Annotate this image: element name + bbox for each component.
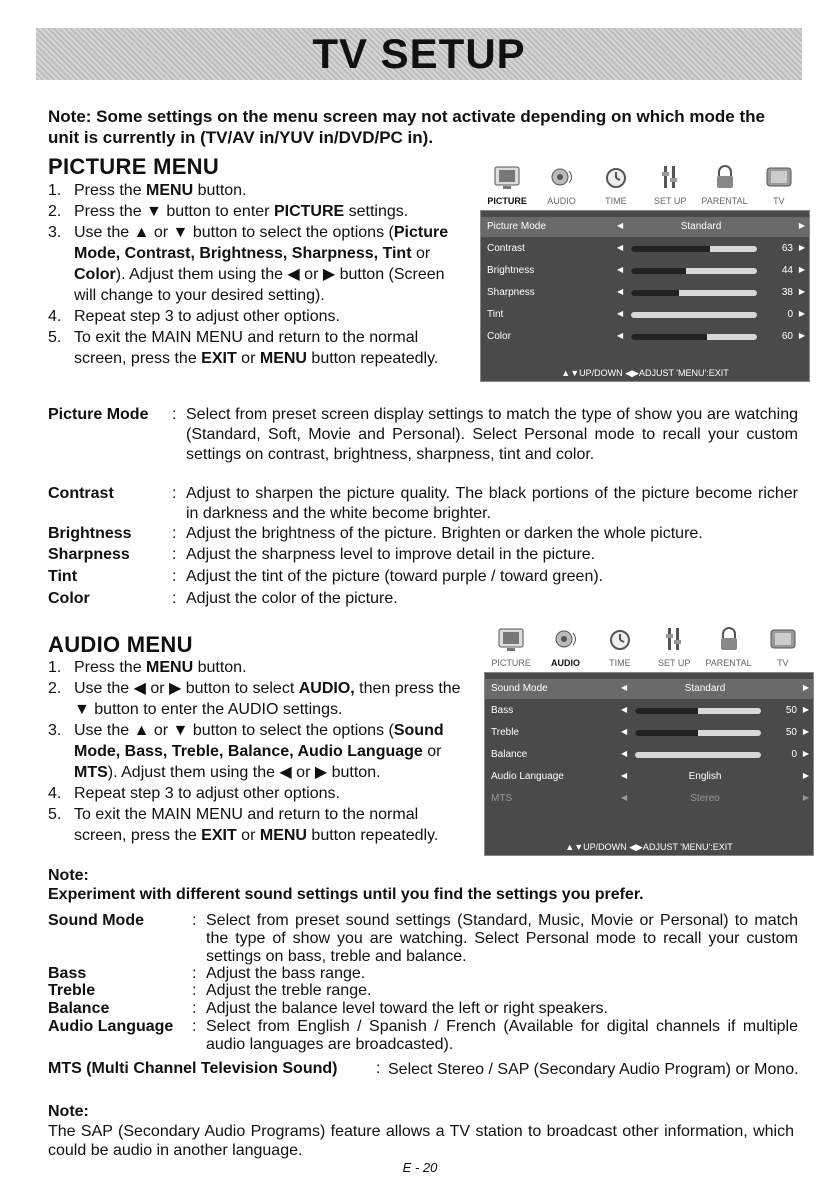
definition-term: Treble [48, 982, 96, 999]
left-arrow-icon: ◀ [617, 331, 624, 340]
level-bar [635, 730, 761, 736]
level-bar [631, 246, 757, 252]
menu-footer-hints: ▲▼UP/DOWN ◀▶ADJUST 'MENU':EXIT [565, 842, 733, 852]
step-number: 2. [48, 680, 62, 697]
definition-text: Select from preset screen display settings to match the type of show you are watching (Standard, Soft, Movie and Personal). Select Personal mode to recall your custom settings on contrast, brightness, sharpness, tint and color. [186, 406, 798, 463]
menu-row-label: Tint [487, 309, 504, 320]
step-text: Use the ▲ or ▼ button to select the options (Picture Mode, Contrast, Brightness, Sharpness, Tint or Color). Adjust them using the ◀ or ▶ button (Screen will change to your desired setting). [74, 224, 449, 304]
menu-row-label: Audio Language [491, 771, 564, 782]
step-item [48, 783, 464, 804]
menu-panel [480, 210, 810, 382]
menu-tab-label: AUDIO [547, 196, 576, 206]
left-arrow-icon: ◀ [621, 771, 628, 780]
level-value: 60 [781, 331, 793, 342]
step-text: To exit the MAIN MENU and return to the normal screen, press the EXIT or MENU button repeatedly. [74, 806, 439, 844]
menu-row-label: Bass [491, 705, 514, 716]
audio-icon [551, 624, 581, 654]
menu-row [481, 217, 809, 237]
step-item [48, 720, 464, 783]
audio-steps [48, 657, 464, 846]
menu-row-label: Balance [491, 749, 528, 760]
menu-tab-label: PARENTAL [701, 196, 748, 206]
level-bar [631, 290, 757, 296]
menu-tab-label: SET UP [653, 196, 687, 206]
menu-row-label: Brightness [487, 265, 535, 276]
level-value: 63 [781, 243, 793, 254]
menu-panel [484, 672, 814, 856]
definition-text: Adjust the tint of the picture (toward purple / toward green). [186, 568, 604, 585]
menu-tab-label: AUDIO [551, 658, 580, 668]
right-arrow-icon: ▶ [798, 243, 805, 252]
right-arrow-icon: ▶ [802, 793, 809, 802]
definition-term: Color [48, 590, 90, 607]
definition-term: Sound Mode [48, 912, 144, 929]
menu-row-label: Picture Mode [487, 221, 546, 232]
step-text: Use the ▲ or ▼ button to select the options (Sound Mode, Bass, Treble, Balance, Audio Language or MTS). Adjust them using the ◀ or ▶ button. [74, 722, 444, 781]
level-bar-fill [635, 708, 698, 714]
menu-tab-label: TIME [605, 196, 627, 206]
menu-row-label: Treble [491, 727, 519, 738]
audio-menu-screen [484, 622, 812, 856]
step-item [48, 201, 464, 222]
definition-colon: : [172, 406, 177, 423]
level-bar-fill [631, 268, 686, 274]
step-item [48, 804, 464, 846]
step-item [48, 678, 464, 720]
menu-tab-label: TV [777, 658, 789, 668]
step-number: 5. [48, 806, 62, 823]
left-arrow-icon: ◀ [617, 243, 624, 252]
level-bar-fill [631, 290, 679, 296]
definition-colon: : [192, 982, 197, 999]
right-arrow-icon: ▶ [798, 287, 805, 296]
mts-text: Select Stereo / SAP (Secondary Audio Program) or Mono. [388, 1061, 799, 1078]
option-value: Stereo [690, 793, 720, 804]
mts-colon: : [376, 1060, 381, 1077]
menu-row-label: Sharpness [487, 287, 535, 298]
definition-term: Balance [48, 1000, 110, 1017]
level-bar [635, 752, 761, 758]
picture-menu-heading: PICTURE MENU [48, 154, 220, 179]
level-bar [631, 268, 757, 274]
left-arrow-icon: ◀ [621, 793, 628, 802]
option-value: English [688, 771, 722, 782]
menu-tab-label: PICTURE [491, 658, 531, 668]
definition-text: Adjust the treble range. [206, 982, 372, 999]
step-text: Press the MENU button. [74, 182, 247, 199]
definition-term: Sharpness [48, 546, 130, 563]
definition-text: Adjust the bass range. [206, 965, 366, 982]
definition-text: Adjust the balance level toward the left or right speakers. [206, 1000, 608, 1017]
menu-tab-label: PICTURE [487, 196, 527, 206]
step-number: 5. [48, 329, 62, 346]
left-arrow-icon: ◀ [621, 727, 628, 736]
level-bar [631, 334, 757, 340]
step-number: 1. [48, 182, 62, 199]
menu-row-label: Color [487, 331, 511, 342]
parental-lock-icon [714, 624, 744, 654]
step-number: 1. [48, 659, 62, 676]
step-number: 3. [48, 224, 62, 241]
right-arrow-icon: ▶ [802, 705, 809, 714]
option-value: Standard [684, 683, 726, 694]
audio-note-label: Note: [48, 867, 89, 884]
time-icon [601, 162, 631, 192]
menu-row [485, 745, 813, 765]
definition-colon: : [172, 525, 177, 542]
definition-colon: : [192, 965, 197, 982]
step-number: 2. [48, 203, 62, 220]
level-bar-fill [631, 334, 707, 340]
right-arrow-icon: ▶ [798, 331, 805, 340]
menu-row-label: MTS [491, 793, 513, 804]
menu-row [485, 701, 813, 721]
step-item [48, 222, 464, 306]
step-text: Use the ◀ or ▶ button to select AUDIO, then press the ▼ button to enter the AUDIO settings. [74, 680, 461, 718]
definition-text: Select from English / Spanish / French (Available for digital channels if multiple audio languages are broadcasted). [206, 1018, 798, 1053]
level-bar [631, 312, 757, 318]
level-bar-fill [631, 246, 710, 252]
definition-term: Brightness [48, 525, 132, 542]
sap-note-label: Note: [48, 1103, 89, 1120]
picture-steps [48, 180, 464, 369]
level-bar [635, 708, 761, 714]
menu-tab-label: TV [773, 196, 785, 206]
step-number: 3. [48, 722, 62, 739]
picture-icon [496, 624, 526, 654]
right-arrow-icon: ▶ [802, 749, 809, 758]
step-text: Repeat step 3 to adjust other options. [74, 785, 340, 802]
step-number: 4. [48, 785, 62, 802]
step-item [48, 180, 464, 201]
level-bar-fill [635, 730, 698, 736]
definition-colon: : [192, 912, 197, 929]
step-text: Press the MENU button. [74, 659, 247, 676]
right-arrow-icon: ▶ [802, 727, 809, 736]
left-arrow-icon: ◀ [621, 749, 628, 758]
audio-note-text: Experiment with different sound settings until you find the settings you prefer. [48, 886, 644, 903]
definition-term: Bass [48, 965, 87, 982]
menu-row [481, 327, 809, 347]
step-number: 4. [48, 308, 62, 325]
right-arrow-icon: ▶ [798, 309, 805, 318]
definition-term: Audio Language [48, 1018, 174, 1035]
definition-text: Adjust the sharpness level to improve detail in the picture. [186, 546, 596, 563]
step-text: To exit the MAIN MENU and return to the normal screen, press the EXIT or MENU button repeatedly. [74, 329, 439, 367]
sap-note-text: The SAP (Secondary Audio Programs) feature allows a TV station to broadcast other information, which could be audio in another language. [48, 1123, 794, 1159]
mode-note: Note: Some settings on the menu screen may not activate depending on which mode the unit is currently in (TV/AV in/YUV in/DVD/PC in). [48, 107, 765, 147]
left-arrow-icon: ◀ [617, 309, 624, 318]
right-arrow-icon: ▶ [802, 683, 809, 692]
step-text: Press the ▼ button to enter PICTURE settings. [74, 203, 409, 220]
menu-tab-strip [484, 622, 812, 672]
level-value: 0 [791, 749, 797, 760]
menu-row [485, 789, 813, 809]
step-item [48, 657, 464, 678]
mts-term: MTS (Multi Channel Television Sound) [48, 1060, 338, 1077]
step-item [48, 306, 464, 327]
left-arrow-icon: ◀ [617, 221, 624, 230]
menu-tab-label: TIME [609, 658, 631, 668]
level-value: 38 [781, 287, 793, 298]
menu-row [481, 239, 809, 259]
menu-row [485, 679, 813, 699]
menu-tab-label: PARENTAL [705, 658, 752, 668]
menu-footer-hints: ▲▼UP/DOWN ◀▶ADJUST 'MENU':EXIT [561, 368, 729, 378]
definition-colon: : [172, 546, 177, 563]
left-arrow-icon: ◀ [621, 683, 628, 692]
definition-colon: : [172, 590, 177, 607]
setup-icon [655, 162, 685, 192]
page-number: E - 20 [402, 1160, 438, 1175]
audio-icon [547, 162, 577, 192]
definition-text: Adjust the brightness of the picture. Brighten or darken the whole picture. [186, 525, 703, 542]
left-arrow-icon: ◀ [621, 705, 628, 714]
time-icon [605, 624, 635, 654]
setup-icon [659, 624, 689, 654]
page-header-banner [36, 28, 802, 80]
definition-text: Adjust to sharpen the picture quality. The black portions of the picture become richer in darkness and the white become brighter. [186, 485, 798, 522]
definition-term: Contrast [48, 485, 114, 502]
step-text: Repeat step 3 to adjust other options. [74, 308, 340, 325]
level-value: 44 [781, 265, 793, 276]
left-arrow-icon: ◀ [617, 265, 624, 274]
page-title: TV SETUP [312, 30, 526, 77]
menu-tab-strip [480, 160, 808, 210]
menu-row [485, 723, 813, 743]
menu-row [481, 283, 809, 303]
left-arrow-icon: ◀ [617, 287, 624, 296]
level-value: 0 [787, 309, 793, 320]
step-item [48, 327, 464, 369]
definition-term: Picture Mode [48, 406, 149, 423]
tv-icon [764, 162, 794, 192]
menu-row-label: Sound Mode [491, 683, 548, 694]
definition-colon: : [172, 568, 177, 585]
definition-term: Tint [48, 568, 78, 585]
parental-lock-icon [710, 162, 740, 192]
definition-text: Adjust the color of the picture. [186, 590, 398, 607]
option-value: Standard [680, 221, 722, 232]
menu-row [481, 305, 809, 325]
picture-icon [492, 162, 522, 192]
right-arrow-icon: ▶ [802, 771, 809, 780]
definition-colon: : [172, 485, 177, 502]
menu-row-label: Contrast [487, 243, 525, 254]
picture-menu-screen [480, 160, 808, 382]
definition-colon: : [192, 1018, 197, 1035]
tv-icon [768, 624, 798, 654]
menu-row [481, 261, 809, 281]
right-arrow-icon: ▶ [798, 221, 805, 230]
right-arrow-icon: ▶ [798, 265, 805, 274]
audio-menu-heading: AUDIO MENU [48, 632, 193, 657]
level-value: 50 [785, 727, 797, 738]
definition-text: Select from preset sound settings (Standard, Music, Movie or Personal) to match the type of show you are watching. Select Personal mode to recall your custom settings on bass, treble and balance. [206, 912, 798, 965]
menu-tab-label: SET UP [657, 658, 691, 668]
definition-colon: : [192, 1000, 197, 1017]
menu-row [485, 767, 813, 787]
level-value: 50 [785, 705, 797, 716]
